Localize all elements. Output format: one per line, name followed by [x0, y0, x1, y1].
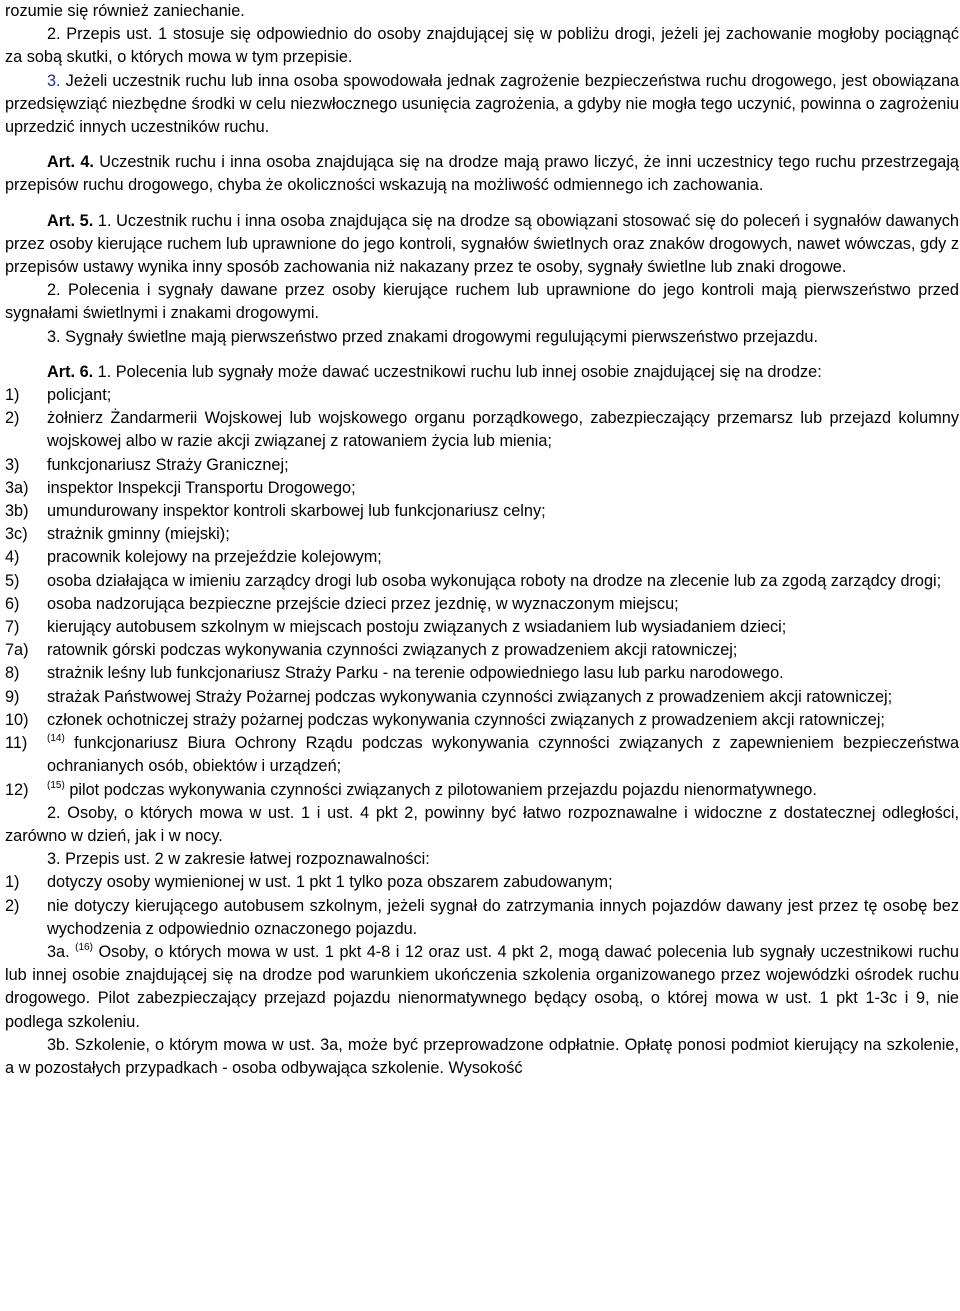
- list-item: [5, 639, 959, 662]
- article-heading: Art. 6.: [47, 362, 94, 381]
- paragraph: [5, 326, 959, 349]
- paragraph: [5, 23, 959, 69]
- list-item: [5, 523, 959, 546]
- footnote-ref: (15): [47, 779, 65, 791]
- paragraph: [5, 848, 959, 871]
- list-item-number: 3c): [5, 525, 28, 544]
- text-run: 2. Osoby, o których mowa w ust. 1 i ust. 4 pkt 2, powinny być łatwo rozpoznawalne i widoczne z dostatecznej odległości, zarówno w dzień, jak i w nocy.: [5, 803, 959, 845]
- list-item: [5, 407, 959, 453]
- paragraph-number: 3.: [47, 71, 61, 90]
- text-run: 3a.: [47, 942, 76, 961]
- list-item: [5, 662, 959, 685]
- list-item-number: 3b): [5, 502, 29, 521]
- paragraph: [5, 1034, 959, 1080]
- text-run: umundurowany inspektor kontroli skarbowej lub funkcjonariusz celny;: [47, 502, 546, 521]
- paragraph: [5, 210, 959, 280]
- list-item: [5, 709, 959, 732]
- text-run: nie dotyczy kierującego autobusem szkolnym, jeżeli sygnał do zatrzymania innych pojazdów dawany jest przez tę osobę bez wychodzenia z odpowiednio oznaczonego pojazdu.: [47, 896, 959, 938]
- text-run: kierujący autobusem szkolnym w miejscach postoju związanych z wsiadaniem lub wysiadaniem dzieci;: [47, 618, 787, 637]
- text-run: 1. Polecenia lub sygnały może dawać uczestnikowi ruchu lub innej osobie znajdującej się na drodze:: [93, 362, 822, 381]
- list-item: [5, 895, 959, 941]
- text-run: członek ochotniczej straży pożarnej podczas wykonywania czynności związanych z prowadzeniem akcji ratowniczej;: [47, 710, 885, 729]
- paragraph: [5, 802, 959, 848]
- text-run: pilot podczas wykonywania czynności związanych z pilotowaniem przejazdu pojazdu nienormatywnego.: [64, 780, 817, 799]
- list-item: [5, 686, 959, 709]
- list-item-number: 12): [5, 780, 29, 799]
- list-item: [5, 593, 959, 616]
- list-item-number: 8): [5, 664, 20, 683]
- text-run: Uczestnik ruchu i inna osoba znajdująca się na drodze mają prawo liczyć, że inni uczestnicy tego ruchu przestrzegają przepisów ruchu drogowego, chyba że okoliczności wskazują na możliwość odmiennego ich zachowania.: [5, 153, 959, 195]
- text-run: rozumie się również zaniechanie.: [5, 2, 245, 20]
- list-item: [5, 546, 959, 569]
- article-heading: Art. 4.: [47, 153, 94, 172]
- text-run: funkcjonariusz Biura Ochrony Rządu podczas wykonywania czynności związanych z zapewnieniem bezpieczeństwa ochranianych osób, obiektów i urządzeń;: [47, 734, 959, 776]
- text-run: strażnik gminny (miejski);: [47, 525, 230, 544]
- text-run: ratownik górski podczas wykonywania czynności związanych z prowadzeniem akcji ratowniczej;: [47, 641, 738, 660]
- text-run: funkcjonariusz Straży Granicznej;: [47, 455, 289, 474]
- list-item: [5, 500, 959, 523]
- text-run: 3. Przepis ust. 2 w zakresie łatwej rozpoznawalności:: [47, 850, 430, 869]
- text-run: policjant;: [47, 386, 112, 405]
- text-run: pracownik kolejowy na przejeździe kolejowym;: [47, 548, 382, 567]
- text-run: Osoby, o których mowa w ust. 1 pkt 4-8 i 12 oraz ust. 4 pkt 2, mogą dawać polecenia lub sygnały uczestnikowi ruchu lub innej osobie znajdującej się na drodze pod warunkiem ukończenia szkolenia organizowanego przez wojewódzki ośrodek ruchu drogowego. Pilot zabezpieczający przejazd pojazdu nienormatywnego będący osobą, o której mowa w ust. 1 pkt 1-3c i 9, nie podlega szkoleniu.: [5, 942, 959, 1031]
- list-item-number: 10): [5, 710, 29, 729]
- list-item-number: 1): [5, 386, 20, 405]
- paragraph: [5, 151, 959, 197]
- list-item-number: 6): [5, 594, 20, 613]
- list-item-number: 2): [5, 896, 20, 915]
- list-item-number: 7a): [5, 641, 29, 660]
- list-item: [5, 570, 959, 593]
- text-run: 2. Przepis ust. 1 stosuje się odpowiednio do osoby znajdującej się w pobliżu drogi, jeżeli jej zachowanie mogłoby pociągnąć za sobą skutki, o których mowa w tym przepisie.: [5, 25, 959, 67]
- text-run: inspektor Inspekcji Transportu Drogowego;: [47, 478, 356, 497]
- text-run: osoba działająca w imieniu zarządcy drogi lub osoba wykonująca roboty na drodze na zlecenie lub za zgodą zarządcy drogi;: [47, 571, 942, 590]
- paragraph: [5, 0, 959, 23]
- list-item: [5, 616, 959, 639]
- text-run: dotyczy osoby wymienionej w ust. 1 pkt 1 tylko poza obszarem zabudowanym;: [47, 873, 613, 892]
- list-item-number: 4): [5, 548, 20, 567]
- list-item-number: 1): [5, 873, 20, 892]
- footnote-ref: (14): [47, 733, 65, 745]
- paragraph: [5, 941, 959, 1034]
- list-item-number: 3): [5, 455, 20, 474]
- text-run: 3b. Szkolenie, o którym mowa w ust. 3a, może być przeprowadzone odpłatnie. Opłatę ponosi podmiot kierujący na szkolenie, a w pozostałych przypadkach - osoba odbywająca szkolenie. Wysokość: [5, 1035, 959, 1077]
- list-item-number: 9): [5, 687, 20, 706]
- list-item-number: 11): [5, 734, 28, 753]
- text-run: strażnik leśny lub funkcjonariusz Straży Parku - na terenie odpowiedniego lasu lub parku narodowego.: [47, 664, 784, 683]
- paragraph: [5, 279, 959, 325]
- list-item-number: 5): [5, 571, 20, 590]
- list-item: [5, 732, 959, 778]
- text-run: osoba nadzorująca bezpieczne przejście dzieci przez jezdnię, w wyznaczonym miejscu;: [47, 594, 679, 613]
- list-item-number: 3a): [5, 478, 29, 497]
- list-item: [5, 384, 959, 407]
- list-item: [5, 871, 959, 894]
- article-heading: Art. 5.: [47, 211, 94, 230]
- list-item-number: 2): [5, 409, 20, 428]
- document-page: [5, 0, 959, 1080]
- text-run: strażak Państwowej Straży Pożarnej podczas wykonywania czynności związanych z prowadzeniem akcji ratowniczej;: [47, 687, 893, 706]
- list-item: [5, 779, 959, 802]
- footnote-ref: (16): [75, 941, 93, 953]
- list-item: [5, 454, 959, 477]
- list-item-number: 7): [5, 618, 20, 637]
- text-run: 2. Polecenia i sygnały dawane przez osoby kierujące ruchem lub uprawnione do jego kontroli mają pierwszeństwo przed sygnałami świetlnymi i znakami drogowymi.: [5, 281, 959, 323]
- text-run: żołnierz Żandarmerii Wojskowej lub wojskowego organu porządkowego, zabezpieczający przemarsz lub przejazd kolumny wojskowej albo w razie akcji związanej z ratowaniem życia lub mienia;: [47, 409, 959, 451]
- text-run: Jeżeli uczestnik ruchu lub inna osoba spowodowała jednak zagrożenie bezpieczeństwa ruchu drogowego, jest obowiązana przedsięwziąć niezbędne środki w celu niezwłocznego usunięcia zagrożenia, a gdyby nie mogła tego uczynić, powinna o zagrożeniu uprzedzić innych uczestników ruchu.: [5, 71, 959, 137]
- paragraph: [5, 361, 959, 384]
- text-run: 3. Sygnały świetlne mają pierwszeństwo przed znakami drogowymi regulującymi pierwszeństwo przejazdu.: [47, 327, 818, 346]
- paragraph: [5, 70, 959, 140]
- text-run: 1. Uczestnik ruchu i inna osoba znajdująca się na drodze są obowiązani stosować się do poleceń i sygnałów dawanych przez osoby kierujące ruchem lub uprawnione do jego kontroli, sygnałów świetlnych oraz znaków drogowych, nawet wówczas, gdy z przepisów ustawy wynika inny sposób zachowania niż nakazany przez te osoby, sygnały świetlne lub znaki drogowe.: [5, 211, 959, 277]
- list-item: [5, 477, 959, 500]
